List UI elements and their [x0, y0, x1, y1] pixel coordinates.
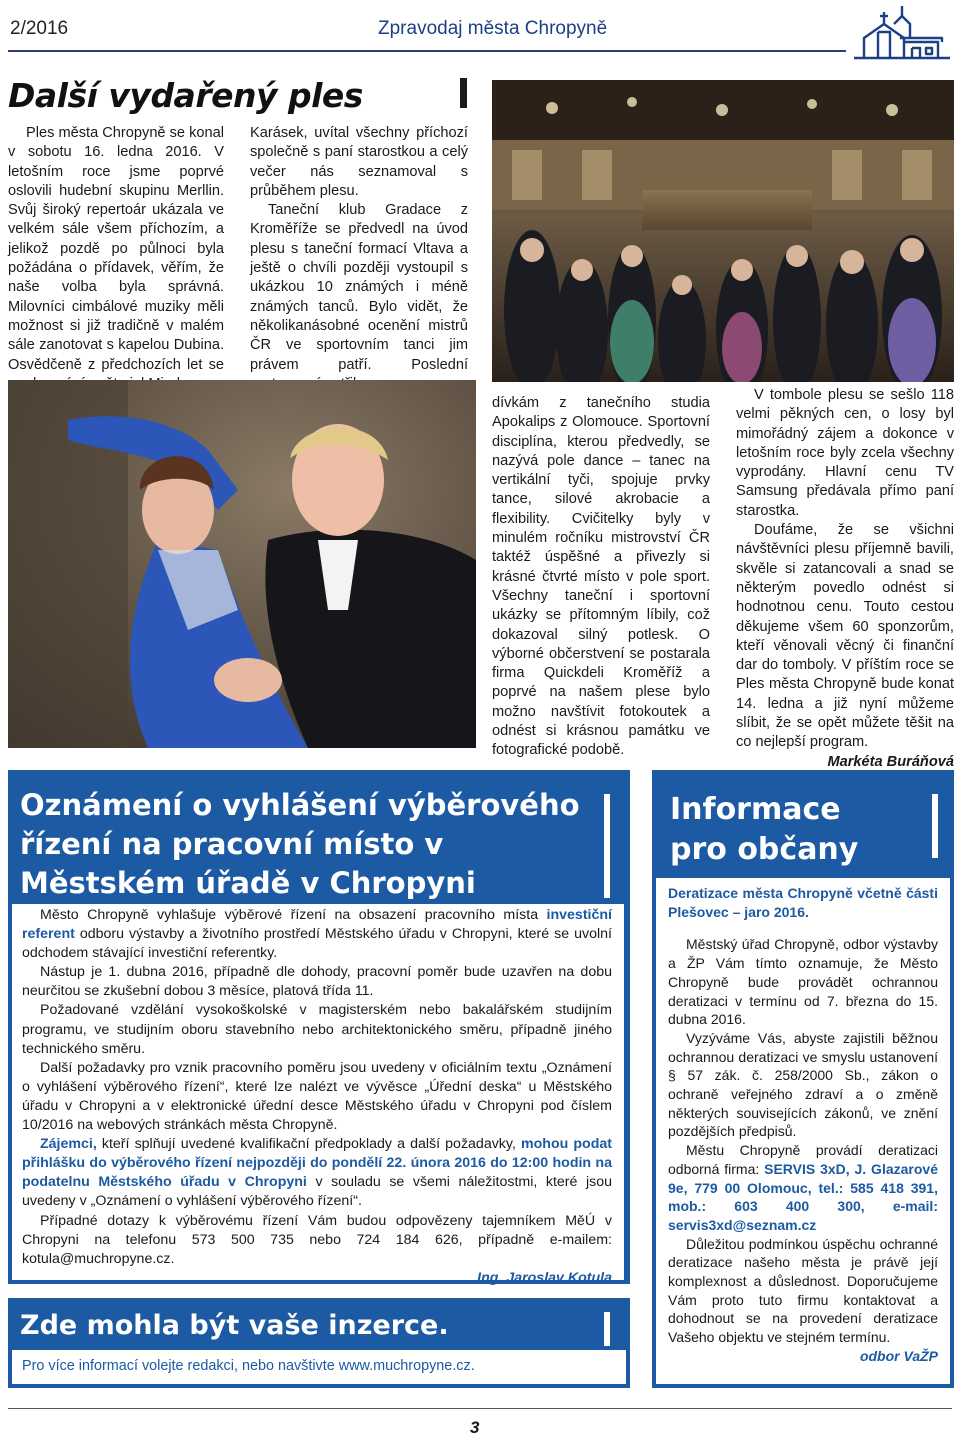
info-body	[656, 878, 950, 1384]
issue-number: 2/2016	[10, 18, 69, 39]
article-col1-text: Ples města Chropyně se konal v sobotu 16. ledna 2016. V letošním roce jsme poprvé oslovili hudební skupinu Merllin. Svůj široký repertoár ukázala ve velkém sále všem příchozím, a jelikož pozdě po půlnoci byla požádána o přídavek, věřím, že naše volba byla správná. Milovníci cimbálové muziky měli možnost si již tradičně v malém sále zanotovat s kapelou Dubina. Osvědčeně z předchozích let se	[8, 125, 224, 373]
notice-p1	[22, 906, 612, 963]
article-title: Další vydařený ples	[8, 76, 363, 115]
info-title-line1: Informace	[670, 792, 841, 827]
info-signature: odbor VaŽP	[859, 1347, 938, 1364]
church-logo	[850, 2, 954, 62]
article-col3	[492, 394, 710, 761]
info-subtitle: Deratizace města Chropyně včetně části Plešovec – jaro 2016.	[668, 885, 938, 920]
article-col2	[250, 124, 468, 394]
dancers-photo	[8, 380, 476, 748]
ad-bar	[604, 1312, 610, 1346]
notice-p6: Případné dotazy k výběrovému řízení Vám budou odpovězeny tajemníkem MěÚ v Chropyni na telefonu 573 500 735 nebo 724 184 626, případně e-mailem: kotula@muchropyne.cz.	[22, 1212, 612, 1267]
article-col2-p1: Karásek, uvítal všechny příchozí společně s paní starostkou a celý večer nás seznamoval s průběhem plesu.	[250, 125, 468, 199]
notice-signature: Ing. Jaroslav Kotula	[477, 1269, 612, 1286]
footer-rule	[8, 1408, 952, 1409]
article-col4-p1: V tombole plesu se sešlo 118 velmi pěkných cen, o losy byl mimořádný zájem a dokonce v letošním roce byly zcela všechny vyprodány. Hlavní cenu TV Samsung předávala přímo paní starostka.	[736, 387, 954, 519]
notice-bar	[604, 794, 610, 898]
article-col2-p2: Taneční klub Gradace z Kroměříže se předvedl na úvod plesu s taneční formací Vltava a ještě o chvíli později vystoupil s ukázkou 10 známých i méně známých tanců. Bylo vidět, že několikanásobné ocenění mistrů ČR ve sportovním tanci jim právem patří. Poslední	[250, 202, 468, 373]
ad-box	[8, 1298, 630, 1388]
publication-title: Zpravodaj města Chropyně	[378, 18, 608, 39]
notice-p3: Požadované vzdělání vysokoškolské v magisterském nebo bakalářském studijním programu, ve studijním oboru stavebního nebo architektonického směru, případně jiného technického směru.	[22, 1002, 612, 1057]
notice-p1-position: investiční referent	[22, 907, 612, 943]
article-col4-p2: Doufáme, že se všichni návštěvníci plesu příjemně bavili, skvěle si zatancovali a snad se některým povedlo odnést si hodnotnou cenu. Touto cestou děkujeme všem 60 sponzorům, kteří věnovali věcný či finanční dar do tomboly. V příštím roce se Ples města Chropyně bude konat 14. ledna a již nyní můžeme slíbit, že se opět můžete těšit na co nejlepší program.	[736, 522, 954, 751]
article-col3-text: dívkám z tanečního studia Apokalips z Olomouce. Sportovní disciplína, kterou předvedly, se nazývá pole dance – tanec na vertikální tyči, spojuje prvky tance, silové akrobacie a flexibility. Cvičitelky byly v minulém ročníku mistrovství ČR taktéž úspěšné a přivezly si krásné čtvrté místo v pole sport. Všechny taneční i sportovní ukázky se přítomným líbily, což dokazoval silný potlesk. O výborné občerstvení se postarala firma Quickdeli Kroměříž a poprvé na našem plese bylo možno navštívit fotokoutek a odnést si krásnou památku ve fotografické podobě.	[492, 395, 710, 759]
article-col4	[736, 386, 954, 772]
notice-box	[8, 770, 630, 1284]
notice-p5-lead: Zájemci,	[40, 1136, 97, 1153]
info-p3	[668, 1141, 938, 1235]
notice-p4: Další požadavky pro vznik pracovního poměru jsou uvedeny v oficiálním textu „Oznámení o vyhlášení výběrového řízení“, které lze nalézt ve vývěsce „Úřední deska“ u Městského úřadu v Chropyni a v elektronické úřední desce Městského úřadu v Chropyni pod číslem 10/2016 na webových stránkách města Chropyně.	[22, 1059, 612, 1134]
article-col1	[8, 124, 224, 394]
ad-text: Pro více informací volejte redakci, nebo navštivte www.muchropyne.cz.	[22, 1358, 475, 1374]
ad-title: Zde mohla být vaše inzerce.	[20, 1310, 449, 1341]
notice-p5	[22, 1135, 612, 1211]
ballroom-photo	[492, 80, 954, 382]
info-p1: Městský úřad Chropyně, odbor výstavby a ŽP Vám tímto oznamuje, že Město Chropyně bude provádět ochrannou deratizaci v termínu od 7. března do 15. dubna 2016.	[668, 936, 938, 1028]
info-title	[670, 790, 858, 870]
info-box	[652, 770, 954, 1388]
notice-p1-rest: odboru výstavby a životního prostředí Městského úřadu v Chropyni, které se uvolní odchodem stávající investiční referentky.	[22, 926, 612, 962]
notice-p1-text: Město Chropyně vyhlašuje výběrové řízení na obsazení pracovního místa	[40, 907, 547, 923]
notice-p5-text: kteří splňují uvedené kvalifikační předpoklady a další požadavky,	[96, 1136, 521, 1153]
info-title-line2: pro občany	[670, 832, 859, 867]
notice-title: Oznámení o vyhlášení výběrového řízení na pracovní místo v Městském úřadě v Chropyni	[20, 788, 580, 900]
notice-p2: Nástup je 1. dubna 2016, případně dle dohody, pracovní poměr bude uzavřen na dobu neurčitou se zkušební dobou 3 měsíce, platová třída 11.	[22, 964, 612, 1000]
info-bar	[932, 794, 938, 858]
info-p2: Vyzýváme Vás, abyste zajistili běžnou ochrannou deratizaci ve smyslu ustanovení § 57 zák. č. 258/2000 Sb., zákon o ochraně veřejného zdraví a o změně některých souvisejících zákonů, ve znění pozdějších předpisů.	[668, 1029, 938, 1140]
page-number: 3	[470, 1418, 480, 1437]
notice-body	[12, 904, 624, 1286]
notice-p5-deadline: mohou podat přihlášku do výběrového řízení nejpozději do pondělí 22. února 2016 do 12:00 hodin na podatelnu Městského úřadu v Chropyni	[22, 1136, 612, 1191]
ad-body	[12, 1350, 626, 1384]
title-bar	[460, 78, 467, 108]
info-p3-company: SERVIS 3xD, J. Glazarové 9e, 779 00 Olomouc, tel.: 585 418 391, mob.: 603 400 300, e-mail: servis3xd@seznam.cz	[668, 1160, 938, 1233]
header-rule	[8, 50, 846, 52]
article-author: Markéta Buráňová	[827, 753, 954, 770]
notice-p5-rest: v souladu se všemi náležitostmi, které jsou uvedeny v „Oznámení o vyhlášení výběrového řízení“.	[22, 1174, 612, 1210]
info-p3-text: Městu Chropyně provádí deratizaci odborná firma:	[668, 1142, 938, 1177]
info-p4: Důležitou podmínkou úspěchu ochranné deratizace našeho města je právě její komplexnost a důslednost. Doporučujeme Vám proto tuto firmu kontaktovat a dohodnout se na provedení deratizace Vašeho objektu ve stejném termínu.	[668, 1235, 938, 1346]
